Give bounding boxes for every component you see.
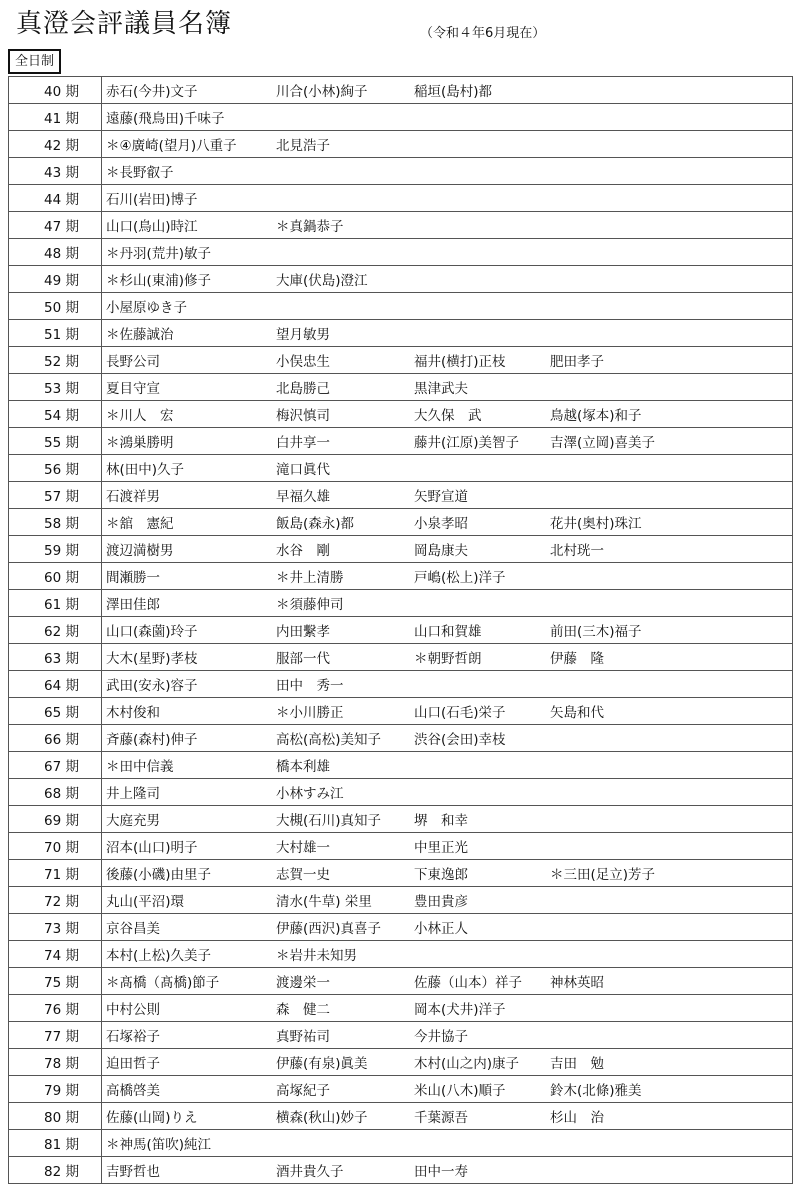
member-name-cell (414, 671, 550, 698)
table-row (9, 320, 793, 347)
member-name-cell: 白井享一 (276, 428, 414, 455)
member-name-cell: 梅沢慎司 (276, 401, 414, 428)
table-row (9, 482, 793, 509)
table-row (9, 1076, 793, 1103)
term-cell: 74 期 (9, 941, 102, 968)
member-name-cell: 内田繫孝 (276, 617, 414, 644)
member-name-cell (550, 590, 793, 617)
term-cell: 50 期 (9, 293, 102, 320)
member-name-cell: 中里正光 (414, 833, 550, 860)
member-name-cell: ＊杉山(東浦)修子 (102, 266, 277, 293)
member-name-cell: 志賀一史 (276, 860, 414, 887)
member-name-cell (550, 185, 793, 212)
term-cell: 61 期 (9, 590, 102, 617)
member-name-cell (550, 779, 793, 806)
member-name-cell (550, 158, 793, 185)
term-cell: 76 期 (9, 995, 102, 1022)
member-name-cell (550, 374, 793, 401)
table-row (9, 860, 793, 887)
term-cell: 42 期 (9, 131, 102, 158)
member-name-cell: 橋本利雄 (276, 752, 414, 779)
table-row (9, 509, 793, 536)
member-name-cell (550, 671, 793, 698)
table-row (9, 725, 793, 752)
member-name-cell: 藤井(江原)美智子 (414, 428, 550, 455)
member-name-cell (550, 941, 793, 968)
table-row (9, 779, 793, 806)
member-name-cell: 稲垣(島村)都 (414, 77, 550, 104)
member-name-cell: 吉田 勉 (550, 1049, 793, 1076)
member-name-cell: 木村俊和 (102, 698, 277, 725)
page-title: 真澄会評議員名簿 (16, 9, 233, 39)
term-cell: 63 期 (9, 644, 102, 671)
member-name-cell: ＊小川勝正 (276, 698, 414, 725)
member-name-cell: 今井協子 (414, 1022, 550, 1049)
member-name-cell (550, 806, 793, 833)
member-name-cell (550, 482, 793, 509)
roster-table (8, 76, 793, 1184)
term-cell: 81 期 (9, 1130, 102, 1157)
member-name-cell: 北見浩子 (276, 131, 414, 158)
member-name-cell: 大庭充男 (102, 806, 277, 833)
member-name-cell (276, 1130, 414, 1157)
member-name-cell (414, 293, 550, 320)
member-name-cell: 田中 秀一 (276, 671, 414, 698)
member-name-cell: 北島勝己 (276, 374, 414, 401)
member-name-cell: 斉藤(森村)伸子 (102, 725, 277, 752)
member-name-cell (276, 239, 414, 266)
member-name-cell: 杉山 治 (550, 1103, 793, 1130)
member-name-cell (550, 725, 793, 752)
member-name-cell: 伊藤 隆 (550, 644, 793, 671)
member-name-cell (414, 455, 550, 482)
term-cell: 40 期 (9, 77, 102, 104)
date-note: （令和４年6月現在） (420, 26, 546, 41)
category-tag: 全日制 (8, 49, 61, 74)
table-row (9, 806, 793, 833)
member-name-cell (550, 212, 793, 239)
member-name-cell: ＊長野叡子 (102, 158, 277, 185)
member-name-cell: 川合(小林)絢子 (276, 77, 414, 104)
member-name-cell (414, 185, 550, 212)
member-name-cell: 服部一代 (276, 644, 414, 671)
term-cell: 69 期 (9, 806, 102, 833)
member-name-cell (550, 77, 793, 104)
member-name-cell: ＊井上清勝 (276, 563, 414, 590)
term-cell: 68 期 (9, 779, 102, 806)
member-name-cell: 下東逸郎 (414, 860, 550, 887)
member-name-cell (550, 320, 793, 347)
member-name-cell (276, 104, 414, 131)
term-cell: 58 期 (9, 509, 102, 536)
member-name-cell (414, 590, 550, 617)
member-name-cell: 横森(秋山)妙子 (276, 1103, 414, 1130)
table-row (9, 887, 793, 914)
term-cell: 59 期 (9, 536, 102, 563)
member-name-cell: ＊須藤伸司 (276, 590, 414, 617)
member-name-cell: 山口和賀雄 (414, 617, 550, 644)
member-name-cell: 小林正人 (414, 914, 550, 941)
table-row (9, 266, 793, 293)
term-cell: 56 期 (9, 455, 102, 482)
table-row (9, 698, 793, 725)
member-name-cell: 沼本(山口)明子 (102, 833, 277, 860)
member-name-cell: 黒津武夫 (414, 374, 550, 401)
table-row (9, 239, 793, 266)
member-name-cell (276, 185, 414, 212)
member-name-cell: 豊田貴彦 (414, 887, 550, 914)
member-name-cell: 澤田佳郎 (102, 590, 277, 617)
term-cell: 79 期 (9, 1076, 102, 1103)
term-cell: 55 期 (9, 428, 102, 455)
member-name-cell: 迫田哲子 (102, 1049, 277, 1076)
term-cell: 80 期 (9, 1103, 102, 1130)
member-name-cell (414, 239, 550, 266)
member-name-cell: 小泉孝昭 (414, 509, 550, 536)
member-name-cell: 山口(鳥山)時江 (102, 212, 277, 239)
table-row (9, 212, 793, 239)
member-name-cell (550, 1157, 793, 1184)
member-name-cell: 高橋啓美 (102, 1076, 277, 1103)
member-name-cell (550, 104, 793, 131)
member-name-cell: 矢野宣道 (414, 482, 550, 509)
table-row (9, 77, 793, 104)
member-name-cell: 井上隆司 (102, 779, 277, 806)
table-row (9, 914, 793, 941)
term-cell: 41 期 (9, 104, 102, 131)
table-row (9, 563, 793, 590)
member-name-cell: ＊川人 宏 (102, 401, 277, 428)
member-name-cell: 渋谷(会田)幸枝 (414, 725, 550, 752)
member-name-cell: 福井(横打)正枝 (414, 347, 550, 374)
member-name-cell: 佐藤（山本）祥子 (414, 968, 550, 995)
member-name-cell: ＊岩井未知男 (276, 941, 414, 968)
member-name-cell (550, 752, 793, 779)
member-name-cell: 鳥越(塚本)和子 (550, 401, 793, 428)
member-name-cell: 鈴木(北條)雅美 (550, 1076, 793, 1103)
member-name-cell: ＊丹羽(荒井)敏子 (102, 239, 277, 266)
member-name-cell (550, 455, 793, 482)
member-name-cell (550, 887, 793, 914)
table-row (9, 968, 793, 995)
member-name-cell: 間瀬勝一 (102, 563, 277, 590)
member-name-cell: 丸山(平沼)環 (102, 887, 277, 914)
member-name-cell: ＊④廣崎(望月)八重子 (102, 131, 277, 158)
member-name-cell: 小林すみ江 (276, 779, 414, 806)
member-name-cell: 夏目守宣 (102, 374, 277, 401)
member-name-cell (414, 941, 550, 968)
member-name-cell: 岡島康夫 (414, 536, 550, 563)
table-row (9, 752, 793, 779)
member-name-cell: 小俣忠生 (276, 347, 414, 374)
term-cell: 77 期 (9, 1022, 102, 1049)
member-name-cell: 山口(森薗)玲子 (102, 617, 277, 644)
member-name-cell: ＊舘 憲紀 (102, 509, 277, 536)
member-name-cell: ＊三田(足立)芳子 (550, 860, 793, 887)
member-name-cell: 滝口眞代 (276, 455, 414, 482)
table-row (9, 455, 793, 482)
term-cell: 44 期 (9, 185, 102, 212)
roster-body (9, 77, 793, 1184)
member-name-cell (276, 293, 414, 320)
table-row (9, 617, 793, 644)
member-name-cell (550, 131, 793, 158)
member-name-cell: 飯島(森永)都 (276, 509, 414, 536)
term-cell: 66 期 (9, 725, 102, 752)
member-name-cell: 大庫(伏島)澄江 (276, 266, 414, 293)
member-name-cell: 武田(安永)容子 (102, 671, 277, 698)
member-name-cell: 小屋原ゆき子 (102, 293, 277, 320)
member-name-cell: 戸嶋(松上)洋子 (414, 563, 550, 590)
member-name-cell: 酒井貴久子 (276, 1157, 414, 1184)
member-name-cell: 大槻(石川)真知子 (276, 806, 414, 833)
member-name-cell: 大木(星野)孝枝 (102, 644, 277, 671)
member-name-cell (414, 266, 550, 293)
table-row (9, 644, 793, 671)
member-name-cell (414, 212, 550, 239)
member-name-cell (550, 1022, 793, 1049)
member-name-cell: ＊神馬(笛吹)純江 (102, 1130, 277, 1157)
member-name-cell: 京谷昌美 (102, 914, 277, 941)
table-row (9, 941, 793, 968)
member-name-cell: 吉野哲也 (102, 1157, 277, 1184)
member-name-cell: 北村珖一 (550, 536, 793, 563)
table-row (9, 401, 793, 428)
table-row (9, 158, 793, 185)
member-name-cell: 岡本(犬井)洋子 (414, 995, 550, 1022)
member-name-cell (414, 752, 550, 779)
member-name-cell: ＊朝野哲朗 (414, 644, 550, 671)
member-name-cell (414, 779, 550, 806)
term-cell: 52 期 (9, 347, 102, 374)
member-name-cell: 佐藤(山岡)りえ (102, 1103, 277, 1130)
term-cell: 78 期 (9, 1049, 102, 1076)
member-name-cell: 石川(岩田)博子 (102, 185, 277, 212)
table-row (9, 833, 793, 860)
member-name-cell: 渡邊栄一 (276, 968, 414, 995)
term-cell: 75 期 (9, 968, 102, 995)
table-row (9, 536, 793, 563)
member-name-cell (550, 239, 793, 266)
member-name-cell: 水谷 剛 (276, 536, 414, 563)
member-name-cell: 赤石(今井)文子 (102, 77, 277, 104)
table-row (9, 1130, 793, 1157)
member-name-cell: 伊藤(有泉)眞美 (276, 1049, 414, 1076)
member-name-cell: 肥田孝子 (550, 347, 793, 374)
member-name-cell: 千葉源吾 (414, 1103, 550, 1130)
term-cell: 47 期 (9, 212, 102, 239)
member-name-cell (550, 914, 793, 941)
term-cell: 67 期 (9, 752, 102, 779)
member-name-cell: 石渡祥男 (102, 482, 277, 509)
term-cell: 57 期 (9, 482, 102, 509)
member-name-cell: ＊鴻巣勝明 (102, 428, 277, 455)
member-name-cell: 木村(山之内)康子 (414, 1049, 550, 1076)
table-row (9, 590, 793, 617)
table-row (9, 1022, 793, 1049)
member-name-cell: 長野公司 (102, 347, 277, 374)
member-name-cell (414, 131, 550, 158)
member-name-cell (414, 1130, 550, 1157)
table-row (9, 1103, 793, 1130)
member-name-cell: 中村公則 (102, 995, 277, 1022)
member-name-cell (550, 1130, 793, 1157)
term-cell: 72 期 (9, 887, 102, 914)
member-name-cell (550, 995, 793, 1022)
table-row (9, 347, 793, 374)
term-cell: 54 期 (9, 401, 102, 428)
member-name-cell: 吉澤(立岡)喜美子 (550, 428, 793, 455)
member-name-cell: 神林英昭 (550, 968, 793, 995)
member-name-cell: ＊佐藤誠治 (102, 320, 277, 347)
term-cell: 60 期 (9, 563, 102, 590)
member-name-cell: 渡辺満樹男 (102, 536, 277, 563)
term-cell: 71 期 (9, 860, 102, 887)
term-cell: 48 期 (9, 239, 102, 266)
member-name-cell: 望月敏男 (276, 320, 414, 347)
term-cell: 43 期 (9, 158, 102, 185)
member-name-cell (550, 293, 793, 320)
member-name-cell: 田中一寿 (414, 1157, 550, 1184)
member-name-cell (414, 104, 550, 131)
member-name-cell: ＊真鍋恭子 (276, 212, 414, 239)
member-name-cell: 伊藤(西沢)真喜子 (276, 914, 414, 941)
member-name-cell: 真野祐司 (276, 1022, 414, 1049)
table-row (9, 293, 793, 320)
member-name-cell (276, 158, 414, 185)
table-row (9, 185, 793, 212)
member-name-cell: 高松(高松)美知子 (276, 725, 414, 752)
term-cell: 53 期 (9, 374, 102, 401)
member-name-cell: 高塚紀子 (276, 1076, 414, 1103)
table-row (9, 104, 793, 131)
table-row (9, 995, 793, 1022)
member-name-cell: 清水(牛草) 栄里 (276, 887, 414, 914)
table-row (9, 1049, 793, 1076)
member-name-cell: 早福久雄 (276, 482, 414, 509)
term-cell: 73 期 (9, 914, 102, 941)
table-row (9, 428, 793, 455)
member-name-cell: 前田(三木)福子 (550, 617, 793, 644)
member-name-cell (414, 158, 550, 185)
member-name-cell: 矢島和代 (550, 698, 793, 725)
member-name-cell: 林(田中)久子 (102, 455, 277, 482)
member-name-cell: 遠藤(飛鳥田)千味子 (102, 104, 277, 131)
member-name-cell: ＊髙橋（髙橋)節子 (102, 968, 277, 995)
member-name-cell: 大久保 武 (414, 401, 550, 428)
member-name-cell: 堺 和幸 (414, 806, 550, 833)
term-cell: 65 期 (9, 698, 102, 725)
member-name-cell: 山口(石毛)栄子 (414, 698, 550, 725)
member-name-cell (414, 320, 550, 347)
member-name-cell (550, 833, 793, 860)
member-name-cell: 花井(奥村)珠江 (550, 509, 793, 536)
term-cell: 82 期 (9, 1157, 102, 1184)
term-cell: 51 期 (9, 320, 102, 347)
member-name-cell: ＊田中信義 (102, 752, 277, 779)
table-row (9, 374, 793, 401)
table-row (9, 131, 793, 158)
term-cell: 64 期 (9, 671, 102, 698)
member-name-cell (550, 563, 793, 590)
table-row (9, 671, 793, 698)
member-name-cell: 後藤(小磯)由里子 (102, 860, 277, 887)
member-name-cell: 石塚裕子 (102, 1022, 277, 1049)
term-cell: 70 期 (9, 833, 102, 860)
member-name-cell: 大村雄一 (276, 833, 414, 860)
member-name-cell (550, 266, 793, 293)
table-row (9, 1157, 793, 1184)
member-name-cell: 本村(上松)久美子 (102, 941, 277, 968)
term-cell: 62 期 (9, 617, 102, 644)
member-name-cell: 米山(八木)順子 (414, 1076, 550, 1103)
member-name-cell: 森 健二 (276, 995, 414, 1022)
term-cell: 49 期 (9, 266, 102, 293)
